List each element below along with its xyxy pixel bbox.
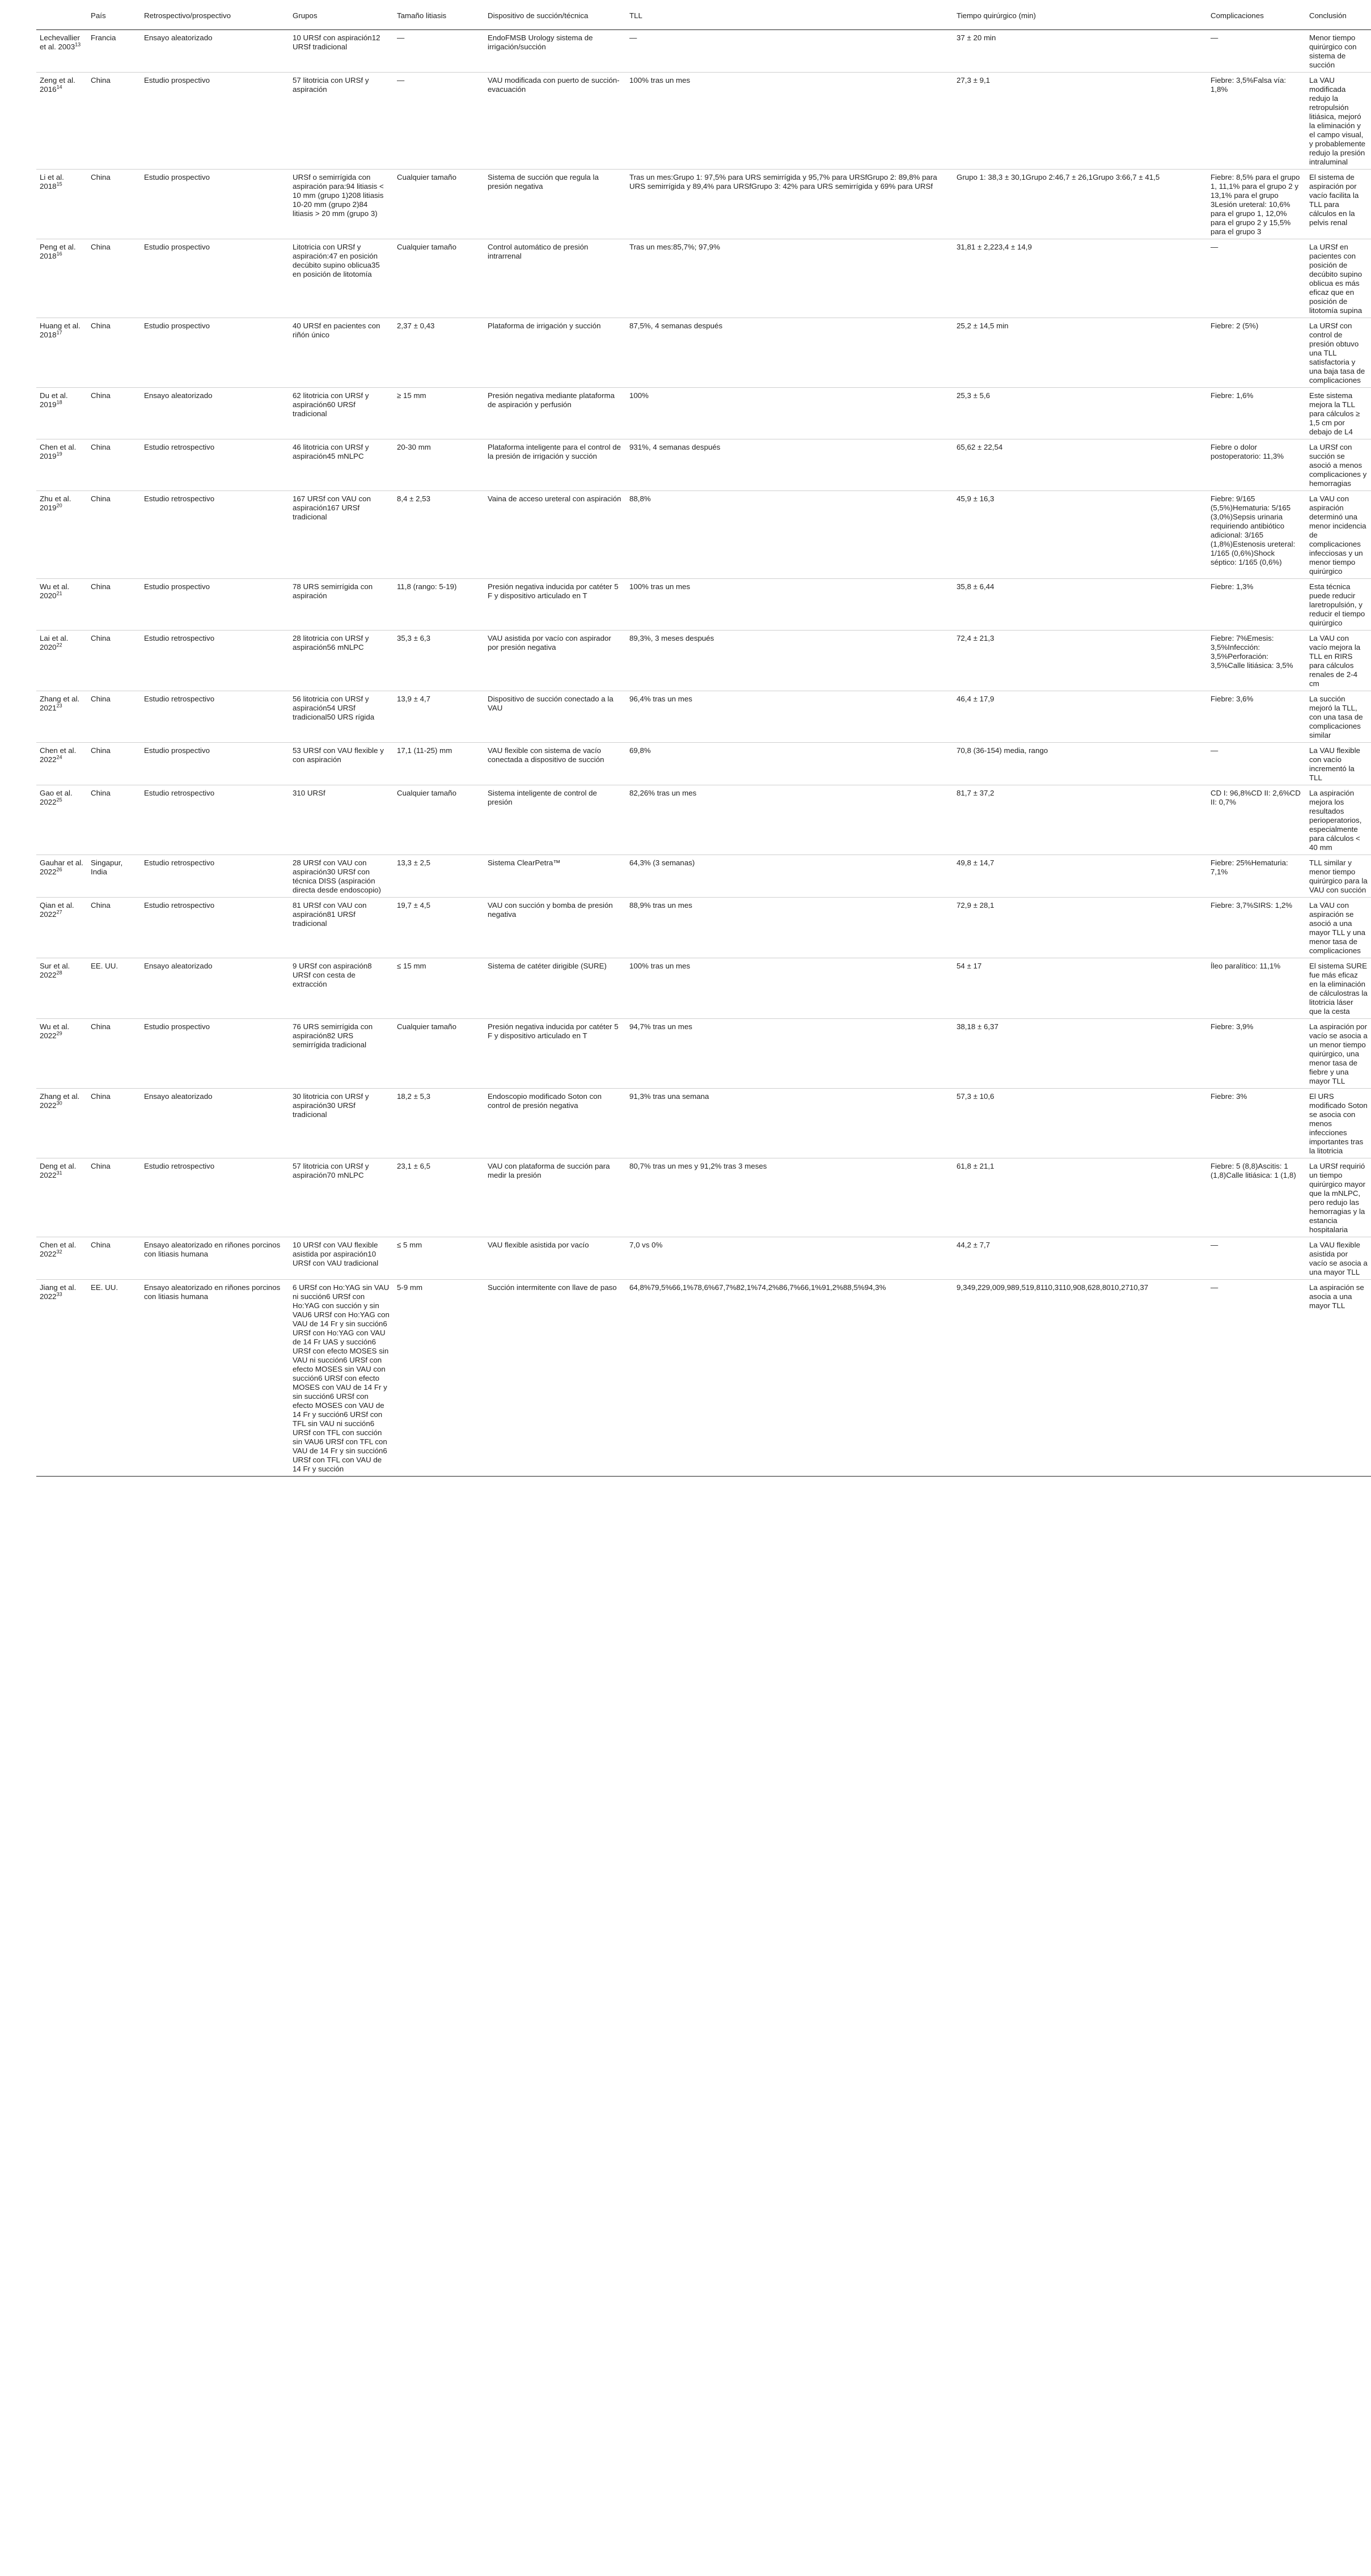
cell-design: Estudio prospectivo — [141, 239, 289, 318]
cell-study — [36, 579, 87, 631]
table-row — [36, 318, 1371, 388]
table-row — [36, 1089, 1371, 1158]
cell-operative-time: 38,18 ± 6,37 — [953, 1019, 1207, 1089]
header-country: País — [87, 5, 141, 30]
studies-table — [36, 5, 1371, 1477]
cell-device: Endoscopio modificado Soton con control de presión negativa — [484, 1089, 626, 1158]
cell-device: Plataforma inteligente para el control de la presión de irrigación y succión — [484, 439, 626, 491]
cell-study — [36, 898, 87, 958]
cell-groups: URSf o semirrígida con aspiración para:94 litiasis < 10 mm (grupo 1)208 litiasis 10-20 mm (grupo 2)84 litiasis > 20 mm (grupo 3) — [289, 170, 393, 239]
header-study — [36, 5, 87, 30]
cell-groups: 9 URSf con aspiración8 URSf con cesta de extracción — [289, 958, 393, 1019]
cell-country: China — [87, 743, 141, 785]
reference-number: 18 — [56, 399, 62, 405]
study-name: Li et al. 2018 — [40, 173, 64, 191]
cell-device: Sistema de succión que regula la presión negativa — [484, 170, 626, 239]
cell-study — [36, 743, 87, 785]
reference-number: 17 — [56, 329, 62, 336]
cell-stone-size: 13,3 ± 2,5 — [393, 855, 484, 898]
cell-study — [36, 1019, 87, 1089]
cell-design: Estudio prospectivo — [141, 743, 289, 785]
cell-country: China — [87, 785, 141, 855]
cell-design: Estudio retrospectivo — [141, 898, 289, 958]
study-name: Chen et al. 2022 — [40, 1241, 77, 1258]
cell-study — [36, 491, 87, 579]
cell-stone-size: 23,1 ± 6,5 — [393, 1158, 484, 1237]
cell-device: VAU con plataforma de succión para medir la presión — [484, 1158, 626, 1237]
cell-operative-time: 45,9 ± 16,3 — [953, 491, 1207, 579]
cell-country: EE. UU. — [87, 1280, 141, 1477]
cell-study — [36, 73, 87, 170]
cell-study — [36, 388, 87, 439]
table-row — [36, 631, 1371, 691]
cell-tll: 80,7% tras un mes y 91,2% tras 3 meses — [626, 1158, 953, 1237]
header-conclusion: Conclusión — [1306, 5, 1371, 30]
cell-tll: 64,8%79,5%66,1%78,6%67,7%82,1%74,2%86,7%66,1%91,2%88,5%94,3% — [626, 1280, 953, 1477]
cell-device: VAU flexible asistida por vacío — [484, 1237, 626, 1280]
cell-tll: 89,3%, 3 meses después — [626, 631, 953, 691]
cell-design: Estudio retrospectivo — [141, 855, 289, 898]
cell-conclusion: La succión mejoró la TLL, con una tasa de complicaciones similar — [1306, 691, 1371, 743]
cell-tll: 69,8% — [626, 743, 953, 785]
cell-complications: Fiebre: 3,5%Falsa vía: 1,8% — [1207, 73, 1306, 170]
reference-number: 20 — [56, 502, 62, 509]
study-name: Zeng et al. 2016 — [40, 76, 75, 94]
cell-groups: 6 URSf con Ho:YAG sin VAU ni succión6 URSf con Ho:YAG con succión y sin VAU6 URSf con Ho:YAG con VAU de 14 Fr y sin succión6 URSf con Ho:YAG con VAU de 14 Fr UAS y succión6 URSf con efecto MOSES sin VAU ni succión6 URSf con efecto MOSES sin VAU con succión6 URSf con efecto MOSES con VAU de 14 Fr y sin succión6 URSf con efecto MOSES con VAU de 14 Fr y succión6 URSf con TFL sin VAU ni succión6 URSf con TFL con succión sin VAU6 URSf con TFL con VAU de 14 Fr y sin succión6 URSf con TFL con VAU de 14 Fr y succión — [289, 1280, 393, 1477]
study-name: Wu et al. 2020 — [40, 582, 70, 600]
cell-study — [36, 785, 87, 855]
table-row — [36, 388, 1371, 439]
cell-device: Sistema inteligente de control de presión — [484, 785, 626, 855]
reference-number: 30 — [56, 1100, 62, 1106]
cell-complications: Fiebre o dolor postoperatorio: 11,3% — [1207, 439, 1306, 491]
study-name: Deng et al. 2022 — [40, 1162, 77, 1179]
cell-country: China — [87, 491, 141, 579]
cell-groups: 40 URSf en pacientes con riñón único — [289, 318, 393, 388]
cell-device: Control automático de presión intrarrenal — [484, 239, 626, 318]
table-row — [36, 30, 1371, 73]
table-row — [36, 1158, 1371, 1237]
reference-number: 15 — [56, 181, 62, 187]
table-row — [36, 73, 1371, 170]
cell-study — [36, 691, 87, 743]
reference-number: 19 — [56, 451, 62, 457]
cell-operative-time: 27,3 ± 9,1 — [953, 73, 1207, 170]
cell-groups: Litotricia con URSf y aspiración:47 en posición decúbito supino oblicua35 en posición de litotomía — [289, 239, 393, 318]
reference-number: 14 — [56, 84, 62, 90]
cell-groups: 57 litotricia con URSf y aspiración — [289, 73, 393, 170]
cell-tll: 82,26% tras un mes — [626, 785, 953, 855]
cell-study — [36, 239, 87, 318]
reference-number: 27 — [56, 909, 62, 915]
cell-design: Ensayo aleatorizado en riñones porcinos con litiasis humana — [141, 1280, 289, 1477]
cell-operative-time: 54 ± 17 — [953, 958, 1207, 1019]
study-name: Zhu et al. 2019 — [40, 494, 71, 512]
cell-tll: 7,0 vs 0% — [626, 1237, 953, 1280]
cell-device: VAU con succión y bomba de presión negativa — [484, 898, 626, 958]
cell-design: Ensayo aleatorizado en riñones porcinos con litiasis humana — [141, 1237, 289, 1280]
cell-conclusion: Esta técnica puede reducir laretropulsión, y reducir el tiempo quirúrgico — [1306, 579, 1371, 631]
cell-complications: Fiebre: 1,6% — [1207, 388, 1306, 439]
cell-stone-size: Cualquier tamaño — [393, 785, 484, 855]
cell-complications: Fiebre: 8,5% para el grupo 1, 11,1% para el grupo 2 y 13,1% para el grupo 3Lesión ureteral: 10,6% para el grupo 1, 12,0% para el grupo 2 y 15,5% para el grupo 3 — [1207, 170, 1306, 239]
cell-operative-time: 9,349,229,009,989,519,8110,3110,908,628,8010,2710,37 — [953, 1280, 1207, 1477]
cell-study — [36, 1237, 87, 1280]
table-row — [36, 743, 1371, 785]
cell-stone-size: — — [393, 73, 484, 170]
cell-device: Sistema de catéter dirigible (SURE) — [484, 958, 626, 1019]
cell-design: Estudio prospectivo — [141, 170, 289, 239]
cell-stone-size: ≥ 15 mm — [393, 388, 484, 439]
cell-country: China — [87, 239, 141, 318]
cell-groups: 28 litotricia con URSf y aspiración56 mNLPC — [289, 631, 393, 691]
cell-device: VAU flexible con sistema de vacío conectada a dispositivo de succión — [484, 743, 626, 785]
cell-study — [36, 855, 87, 898]
cell-conclusion: La VAU con vacío mejora la TLL en RIRS para cálculos renales de 2-4 cm — [1306, 631, 1371, 691]
cell-study — [36, 1280, 87, 1477]
table-row — [36, 579, 1371, 631]
table-row — [36, 1237, 1371, 1280]
cell-groups: 28 URSf con VAU con aspiración30 URSf con técnica DISS (aspiración directa desde endoscopio) — [289, 855, 393, 898]
cell-tll: 88,9% tras un mes — [626, 898, 953, 958]
cell-conclusion: El URS modificado Soton se asocia con menos infecciones importantes tras la litotricia — [1306, 1089, 1371, 1158]
cell-country: China — [87, 631, 141, 691]
cell-conclusion: Menor tiempo quirúrgico con sistema de succión — [1306, 30, 1371, 73]
study-name: Lai et al. 2020 — [40, 634, 69, 652]
table-row — [36, 491, 1371, 579]
cell-operative-time: 70,8 (36-154) media, rango — [953, 743, 1207, 785]
cell-device: Dispositivo de succión conectado a la VAU — [484, 691, 626, 743]
reference-number: 29 — [56, 1030, 62, 1037]
table-row — [36, 898, 1371, 958]
table-row — [36, 170, 1371, 239]
cell-tll: 100% tras un mes — [626, 579, 953, 631]
reference-number: 13 — [75, 41, 81, 48]
cell-complications: Fiebre: 3,7%SIRS: 1,2% — [1207, 898, 1306, 958]
cell-conclusion: Este sistema mejora la TLL para cálculos ≥ 1,5 cm por debajo de L4 — [1306, 388, 1371, 439]
cell-country: China — [87, 439, 141, 491]
study-name: Zhang et al. 2021 — [40, 695, 80, 712]
cell-device: VAU modificada con puerto de succión-evacuación — [484, 73, 626, 170]
cell-conclusion: El sistema de aspiración por vacío facilita la TLL para cálculos en la pelvis renal — [1306, 170, 1371, 239]
cell-groups: 76 URS semirrígida con aspiración82 URS semirrígida tradicional — [289, 1019, 393, 1089]
cell-operative-time: 46,4 ± 17,9 — [953, 691, 1207, 743]
study-name: Sur et al. 2022 — [40, 962, 70, 979]
cell-design: Ensayo aleatorizado — [141, 958, 289, 1019]
cell-device: Plataforma de irrigación y succión — [484, 318, 626, 388]
study-name: Chen et al. 2019 — [40, 443, 77, 460]
cell-design: Estudio retrospectivo — [141, 785, 289, 855]
cell-groups: 30 litotricia con URSf y aspiración30 URSf tradicional — [289, 1089, 393, 1158]
cell-stone-size: — — [393, 30, 484, 73]
cell-design: Ensayo aleatorizado — [141, 1089, 289, 1158]
cell-stone-size: 20-30 mm — [393, 439, 484, 491]
cell-design: Estudio retrospectivo — [141, 631, 289, 691]
cell-stone-size: ≤ 5 mm — [393, 1237, 484, 1280]
cell-complications: Fiebre: 5 (8,8)Ascitis: 1 (1,8)Calle litiásica: 1 (1,8) — [1207, 1158, 1306, 1237]
cell-complications: — — [1207, 30, 1306, 73]
cell-study — [36, 30, 87, 73]
header-tll: TLL — [626, 5, 953, 30]
cell-operative-time: 44,2 ± 7,7 — [953, 1237, 1207, 1280]
cell-groups: 310 URSf — [289, 785, 393, 855]
study-name: Zhang et al. 2022 — [40, 1092, 80, 1110]
reference-number: 32 — [56, 1249, 62, 1255]
cell-conclusion: La VAU flexible con vacío incrementó la TLL — [1306, 743, 1371, 785]
cell-complications: Fiebre: 1,3% — [1207, 579, 1306, 631]
cell-design: Ensayo aleatorizado — [141, 30, 289, 73]
cell-device: Succión intermitente con llave de paso — [484, 1280, 626, 1477]
cell-device: Sistema ClearPetra™ — [484, 855, 626, 898]
cell-conclusion: La URSf en pacientes con posición de decúbito supino oblicua es más eficaz que en posición de litotomía supina — [1306, 239, 1371, 318]
table-row — [36, 1280, 1371, 1477]
cell-stone-size: Cualquier tamaño — [393, 1019, 484, 1089]
study-name: Jiang et al. 2022 — [40, 1283, 77, 1301]
cell-groups: 10 URSf con aspiración12 URSf tradicional — [289, 30, 393, 73]
reference-number: 31 — [56, 1170, 62, 1176]
cell-tll: 100% tras un mes — [626, 73, 953, 170]
cell-device: Presión negativa inducida por catéter 5 F y dispositivo articulado en T — [484, 579, 626, 631]
cell-tll: 87,5%, 4 semanas después — [626, 318, 953, 388]
cell-study — [36, 1089, 87, 1158]
cell-design: Ensayo aleatorizado — [141, 388, 289, 439]
cell-stone-size: Cualquier tamaño — [393, 170, 484, 239]
table-row — [36, 1019, 1371, 1089]
cell-tll: 91,3% tras una semana — [626, 1089, 953, 1158]
cell-complications: — — [1207, 743, 1306, 785]
reference-number: 24 — [56, 754, 62, 760]
cell-complications: — — [1207, 1280, 1306, 1477]
cell-operative-time: 35,8 ± 6,44 — [953, 579, 1207, 631]
table-row — [36, 239, 1371, 318]
cell-stone-size: 18,2 ± 5,3 — [393, 1089, 484, 1158]
cell-groups: 81 URSf con VAU con aspiración81 URSf tradicional — [289, 898, 393, 958]
cell-complications: Fiebre: 3% — [1207, 1089, 1306, 1158]
cell-device: EndoFMSB Urology sistema de irrigación/succión — [484, 30, 626, 73]
cell-groups: 46 litotricia con URSf y aspiración45 mNLPC — [289, 439, 393, 491]
cell-design: Estudio prospectivo — [141, 73, 289, 170]
cell-conclusion: La aspiración se asocia a una mayor TLL — [1306, 1280, 1371, 1477]
header-operative-time: Tiempo quirúrgico (min) — [953, 5, 1207, 30]
cell-tll: 96,4% tras un mes — [626, 691, 953, 743]
cell-stone-size: ≤ 15 mm — [393, 958, 484, 1019]
cell-tll: 100% — [626, 388, 953, 439]
cell-operative-time: 72,9 ± 28,1 — [953, 898, 1207, 958]
cell-groups: 62 litotricia con URSf y aspiración60 URSf tradicional — [289, 388, 393, 439]
reference-number: 28 — [56, 970, 62, 976]
cell-design: Estudio prospectivo — [141, 318, 289, 388]
cell-study — [36, 439, 87, 491]
cell-operative-time: 65,62 ± 22,54 — [953, 439, 1207, 491]
cell-tll: 100% tras un mes — [626, 958, 953, 1019]
cell-device: Vaina de acceso ureteral con aspiración — [484, 491, 626, 579]
cell-groups: 57 litotricia con URSf y aspiración70 mNLPC — [289, 1158, 393, 1237]
cell-conclusion: La aspiración por vacío se asocia a un menor tiempo quirúrgico, una menor tasa de fiebre y una mayor TLL — [1306, 1019, 1371, 1089]
header-stone-size: Tamaño litiasis — [393, 5, 484, 30]
cell-country: Singapur, India — [87, 855, 141, 898]
table-header — [36, 5, 1371, 30]
cell-tll: 64,3% (3 semanas) — [626, 855, 953, 898]
cell-groups: 53 URSf con VAU flexible y con aspiración — [289, 743, 393, 785]
cell-study — [36, 1158, 87, 1237]
cell-complications: Fiebre: 2 (5%) — [1207, 318, 1306, 388]
cell-tll: 94,7% tras un mes — [626, 1019, 953, 1089]
header-device: Dispositivo de succión/técnica — [484, 5, 626, 30]
cell-operative-time: 25,2 ± 14,5 min — [953, 318, 1207, 388]
cell-tll: Tras un mes:85,7%; 97,9% — [626, 239, 953, 318]
cell-device: Presión negativa inducida por catéter 5 F y dispositivo articulado en T — [484, 1019, 626, 1089]
cell-conclusion: La URSf con control de presión obtuvo una TLL satisfactoria y una baja tasa de complicaciones — [1306, 318, 1371, 388]
cell-conclusion: La URSf con succión se asoció a menos complicaciones y hemorragias — [1306, 439, 1371, 491]
cell-country: China — [87, 579, 141, 631]
cell-conclusion: La VAU con aspiración se asoció a una mayor TLL y una menor tasa de complicaciones — [1306, 898, 1371, 958]
cell-operative-time: Grupo 1: 38,3 ± 30,1Grupo 2:46,7 ± 26,1Grupo 3:66,7 ± 41,5 — [953, 170, 1207, 239]
cell-complications: Fiebre: 7%Emesis: 3,5%Infección: 3,5%Perforación: 3,5%Calle litiásica: 3,5% — [1207, 631, 1306, 691]
cell-conclusion: TLL similar y menor tiempo quirúrgico para la VAU con succión — [1306, 855, 1371, 898]
table-row — [36, 785, 1371, 855]
cell-country: Francia — [87, 30, 141, 73]
cell-country: China — [87, 691, 141, 743]
reference-number: 23 — [56, 703, 62, 709]
cell-complications: Fiebre: 25%Hematuria: 7,1% — [1207, 855, 1306, 898]
cell-stone-size: 2,37 ± 0,43 — [393, 318, 484, 388]
study-name: Peng et al. 2018 — [40, 243, 76, 260]
cell-country: China — [87, 1237, 141, 1280]
header-row — [36, 5, 1371, 30]
cell-study — [36, 318, 87, 388]
header-design: Retrospectivo/prospectivo — [141, 5, 289, 30]
cell-design: Estudio prospectivo — [141, 579, 289, 631]
cell-country: China — [87, 1089, 141, 1158]
cell-stone-size: 13,9 ± 4,7 — [393, 691, 484, 743]
cell-country: China — [87, 1019, 141, 1089]
table-container — [36, 5, 1368, 1477]
table-row — [36, 958, 1371, 1019]
cell-stone-size: 8,4 ± 2,53 — [393, 491, 484, 579]
cell-conclusion: La VAU modificada redujo la retropulsión litiásica, mejoró la eliminación y el campo visual, y probablemente redujo la presión intraluminal — [1306, 73, 1371, 170]
study-name: Du et al. 2019 — [40, 391, 68, 409]
cell-complications: — — [1207, 239, 1306, 318]
cell-groups: 78 URS semirrígida con aspiración — [289, 579, 393, 631]
cell-design: Estudio retrospectivo — [141, 491, 289, 579]
study-name: Qian et al. 2022 — [40, 901, 74, 919]
cell-groups: 167 URSf con VAU con aspiración167 URSf tradicional — [289, 491, 393, 579]
table-body — [36, 30, 1371, 1477]
study-name: Gauhar et al. 2022 — [40, 858, 83, 876]
reference-number: 25 — [56, 797, 62, 803]
cell-complications: — — [1207, 1237, 1306, 1280]
study-name: Chen et al. 2022 — [40, 746, 77, 764]
reference-number: 33 — [56, 1291, 62, 1297]
cell-complications: Fiebre: 9/165 (5,5%)Hematuria: 5/165 (3,0%)Sepsis urinaria requiriendo antibiótico adicional: 3/165 (1,8%)Estenosis ureteral: 1/165 (0,6%)Shock séptico: 1/165 (0,6%) — [1207, 491, 1306, 579]
header-groups: Grupos — [289, 5, 393, 30]
cell-device: VAU asistida por vacío con aspirador por presión negativa — [484, 631, 626, 691]
study-name: Lechevallier et al. 2003 — [40, 33, 80, 51]
cell-operative-time: 37 ± 20 min — [953, 30, 1207, 73]
cell-stone-size: 5-9 mm — [393, 1280, 484, 1477]
cell-country: China — [87, 318, 141, 388]
cell-conclusion: La VAU con aspiración determinó una menor incidencia de complicaciones infecciosas y un menor tiempo quirúrgico — [1306, 491, 1371, 579]
cell-stone-size: 19,7 ± 4,5 — [393, 898, 484, 958]
cell-study — [36, 170, 87, 239]
cell-study — [36, 958, 87, 1019]
cell-complications: Íleo paralítico: 11,1% — [1207, 958, 1306, 1019]
cell-country: China — [87, 388, 141, 439]
study-name: Gao et al. 2022 — [40, 789, 73, 806]
cell-tll: Tras un mes:Grupo 1: 97,5% para URS semirrígida y 95,7% para URSfGrupo 2: 89,8% para URS semirrígida y 89,4% para URSfGrupo 3: 42% para URS semirrígida y 69% para URSf — [626, 170, 953, 239]
cell-conclusion: El sistema SURE fue más eficaz en la eliminación de cálculostras la litotricia láser que la cesta — [1306, 958, 1371, 1019]
cell-complications: CD I: 96,8%CD II: 2,6%CD II: 0,7% — [1207, 785, 1306, 855]
cell-country: China — [87, 898, 141, 958]
cell-design: Estudio prospectivo — [141, 1019, 289, 1089]
cell-design: Estudio retrospectivo — [141, 1158, 289, 1237]
cell-stone-size: 11,8 (rango: 5-19) — [393, 579, 484, 631]
cell-conclusion: La aspiración mejora los resultados perioperatorios, especialmente para cálculos < 40 mm — [1306, 785, 1371, 855]
cell-operative-time: 57,3 ± 10,6 — [953, 1089, 1207, 1158]
reference-number: 16 — [56, 251, 62, 257]
reference-number: 26 — [56, 866, 62, 873]
cell-design: Estudio retrospectivo — [141, 439, 289, 491]
cell-tll: 931%, 4 semanas después — [626, 439, 953, 491]
cell-groups: 10 URSf con VAU flexible asistida por aspiración10 URSf con VAU tradicional — [289, 1237, 393, 1280]
cell-operative-time: 31,81 ± 2,223,4 ± 14,9 — [953, 239, 1207, 318]
cell-operative-time: 72,4 ± 21,3 — [953, 631, 1207, 691]
cell-operative-time: 61,8 ± 21,1 — [953, 1158, 1207, 1237]
cell-conclusion: La VAU flexible asistida por vacío se asocia a una mayor TLL — [1306, 1237, 1371, 1280]
study-name: Wu et al. 2022 — [40, 1022, 70, 1040]
cell-design: Estudio retrospectivo — [141, 691, 289, 743]
reference-number: 22 — [56, 642, 62, 648]
header-complications: Complicaciones — [1207, 5, 1306, 30]
study-name: Huang et al. 2018 — [40, 322, 81, 339]
cell-country: China — [87, 170, 141, 239]
cell-stone-size: 17,1 (11-25) mm — [393, 743, 484, 785]
cell-device: Presión negativa mediante plataforma de aspiración y perfusión — [484, 388, 626, 439]
cell-tll: — — [626, 30, 953, 73]
cell-operative-time: 49,8 ± 14,7 — [953, 855, 1207, 898]
table-row — [36, 691, 1371, 743]
cell-groups: 56 litotricia con URSf y aspiración54 URSf tradicional50 URS rígida — [289, 691, 393, 743]
cell-stone-size: Cualquier tamaño — [393, 239, 484, 318]
cell-conclusion: La URSf requirió un tiempo quirúrgico mayor que la mNLPC, pero redujo las hemorragias y la estancia hospitalaria — [1306, 1158, 1371, 1237]
table-row — [36, 855, 1371, 898]
cell-country: EE. UU. — [87, 958, 141, 1019]
cell-operative-time: 81,7 ± 37,2 — [953, 785, 1207, 855]
reference-number: 21 — [56, 590, 62, 597]
cell-country: China — [87, 73, 141, 170]
table-row — [36, 439, 1371, 491]
cell-complications: Fiebre: 3,6% — [1207, 691, 1306, 743]
cell-study — [36, 631, 87, 691]
cell-country: China — [87, 1158, 141, 1237]
cell-operative-time: 25,3 ± 5,6 — [953, 388, 1207, 439]
cell-tll: 88,8% — [626, 491, 953, 579]
cell-stone-size: 35,3 ± 6,3 — [393, 631, 484, 691]
cell-complications: Fiebre: 3,9% — [1207, 1019, 1306, 1089]
